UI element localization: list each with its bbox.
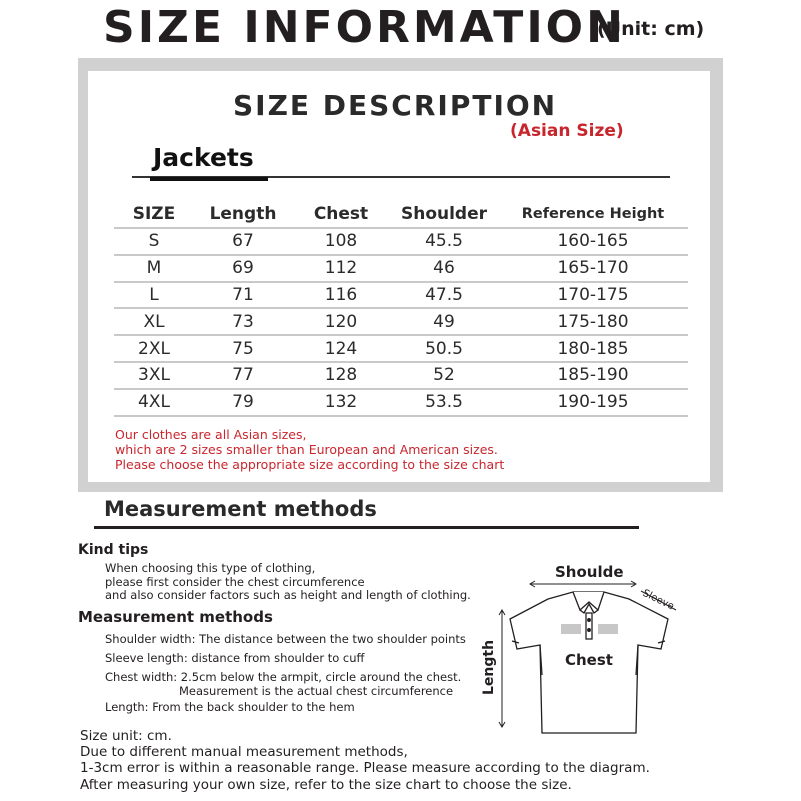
cell-reference-height: 160-165: [498, 228, 688, 255]
cell-shoulder: 46: [390, 255, 498, 282]
cell-chest: 120: [292, 308, 390, 335]
cell-shoulder: 45.5: [390, 228, 498, 255]
asian-size-disclaimer: [115, 427, 504, 472]
chest-width-method: Chest width: 2.5cm below the armpit, circle around the chest.: [105, 670, 462, 684]
sleeve-length-method: Sleeve length: distance from shoulder to cuff: [105, 651, 365, 665]
cell-shoulder: 50.5: [390, 335, 498, 362]
column-header-size: SIZE: [114, 200, 194, 228]
cell-reference-height: 170-175: [498, 282, 688, 309]
cell-size: S: [114, 228, 194, 255]
shoulder-label: Shoulde: [555, 563, 624, 581]
disclaimer-line: Please choose the appropriate size according to the size chart: [115, 457, 505, 472]
cell-shoulder: 49: [390, 308, 498, 335]
table-row: [114, 362, 688, 389]
cell-length: 67: [194, 228, 292, 255]
page-title: SIZE INFORMATION: [103, 2, 626, 53]
polo-shirt-icon: [476, 555, 688, 735]
table-header-row: [114, 200, 688, 228]
length-method: Length: From the back shoulder to the hem: [105, 700, 355, 714]
footer-line: 1-3cm error is within a reasonable range. Please measure according to the diagram.: [80, 760, 650, 777]
footer-notes: [80, 728, 650, 793]
category-underline: [150, 177, 268, 181]
column-header-shoulder: Shoulder: [390, 200, 498, 228]
cell-length: 79: [194, 389, 292, 416]
cell-length: 69: [194, 255, 292, 282]
cell-length: 73: [194, 308, 292, 335]
cell-size: 4XL: [114, 389, 194, 416]
disclaimer-line: Our clothes are all Asian sizes,: [115, 427, 307, 442]
kind-tips-line: please first consider the chest circumference: [105, 574, 365, 589]
cell-shoulder: 47.5: [390, 282, 498, 309]
cell-chest: 108: [292, 228, 390, 255]
cell-size: XL: [114, 308, 194, 335]
cell-length: 75: [194, 335, 292, 362]
cell-reference-height: 190-195: [498, 389, 688, 416]
chest-label: Chest: [565, 651, 613, 669]
footer-line: Due to different manual measurement methods,: [80, 744, 408, 761]
shoulder-width-method: Shoulder width: The distance between the two shoulder points: [105, 632, 466, 646]
cell-reference-height: 180-185: [498, 335, 688, 362]
methods-heading: Measurement methods: [78, 608, 273, 626]
cell-reference-height: 165-170: [498, 255, 688, 282]
table-row: [114, 335, 688, 362]
unit-note: (Unit: cm): [597, 18, 705, 40]
table-row: [114, 308, 688, 335]
footer-line: After measuring your own size, refer to the size chart to choose the size.: [80, 776, 572, 793]
cell-chest: 124: [292, 335, 390, 362]
chest-marker-left: [561, 624, 581, 634]
cell-length: 71: [194, 282, 292, 309]
cell-size: M: [114, 255, 194, 282]
table-row: [114, 255, 688, 282]
cell-shoulder: 53.5: [390, 389, 498, 416]
cell-chest: 116: [292, 282, 390, 309]
table-row: [114, 282, 688, 309]
column-header-reference-height: Reference Height: [498, 200, 688, 228]
table-row: [114, 228, 688, 255]
cell-size: 2XL: [114, 335, 194, 362]
kind-tips-line: When choosing this type of clothing,: [105, 561, 316, 575]
asian-size-note: [510, 121, 624, 141]
kind-tips-heading: Kind tips: [78, 542, 149, 558]
column-header-chest: Chest: [292, 200, 390, 228]
cell-size: L: [114, 282, 194, 309]
asian-size-open: (: [510, 121, 518, 141]
cell-chest: 132: [292, 389, 390, 416]
sleeve-label: Sleeve: [640, 587, 676, 613]
cell-chest: 128: [292, 362, 390, 389]
measurement-title-underline: [94, 526, 639, 529]
cell-reference-height: 175-180: [498, 308, 688, 335]
chest-width-method-detail: Measurement is the actual chest circumference: [179, 684, 454, 698]
kind-tips-line: and also consider factors such as height and length of clothing.: [105, 588, 471, 602]
cell-length: 77: [194, 362, 292, 389]
disclaimer-line: which are 2 sizes smaller than European and American sizes.: [115, 442, 498, 457]
size-table: [114, 200, 688, 417]
column-header-length: Length: [194, 200, 292, 228]
size-description-title: SIZE DESCRIPTION: [233, 89, 558, 122]
footer-line: Size unit: cm.: [80, 728, 172, 744]
cell-size: 3XL: [114, 362, 194, 389]
cell-reference-height: 185-190: [498, 362, 688, 389]
kind-tips-text: [105, 562, 471, 603]
cell-chest: 112: [292, 255, 390, 282]
measurement-section-title: Measurement methods: [104, 497, 377, 521]
length-label: Length: [481, 639, 497, 695]
cell-shoulder: 52: [390, 362, 498, 389]
category-label: Jackets: [153, 143, 254, 172]
table-row: [114, 389, 688, 416]
chest-marker-right: [598, 624, 618, 634]
asian-size-text: Asian Size): [517, 121, 624, 141]
